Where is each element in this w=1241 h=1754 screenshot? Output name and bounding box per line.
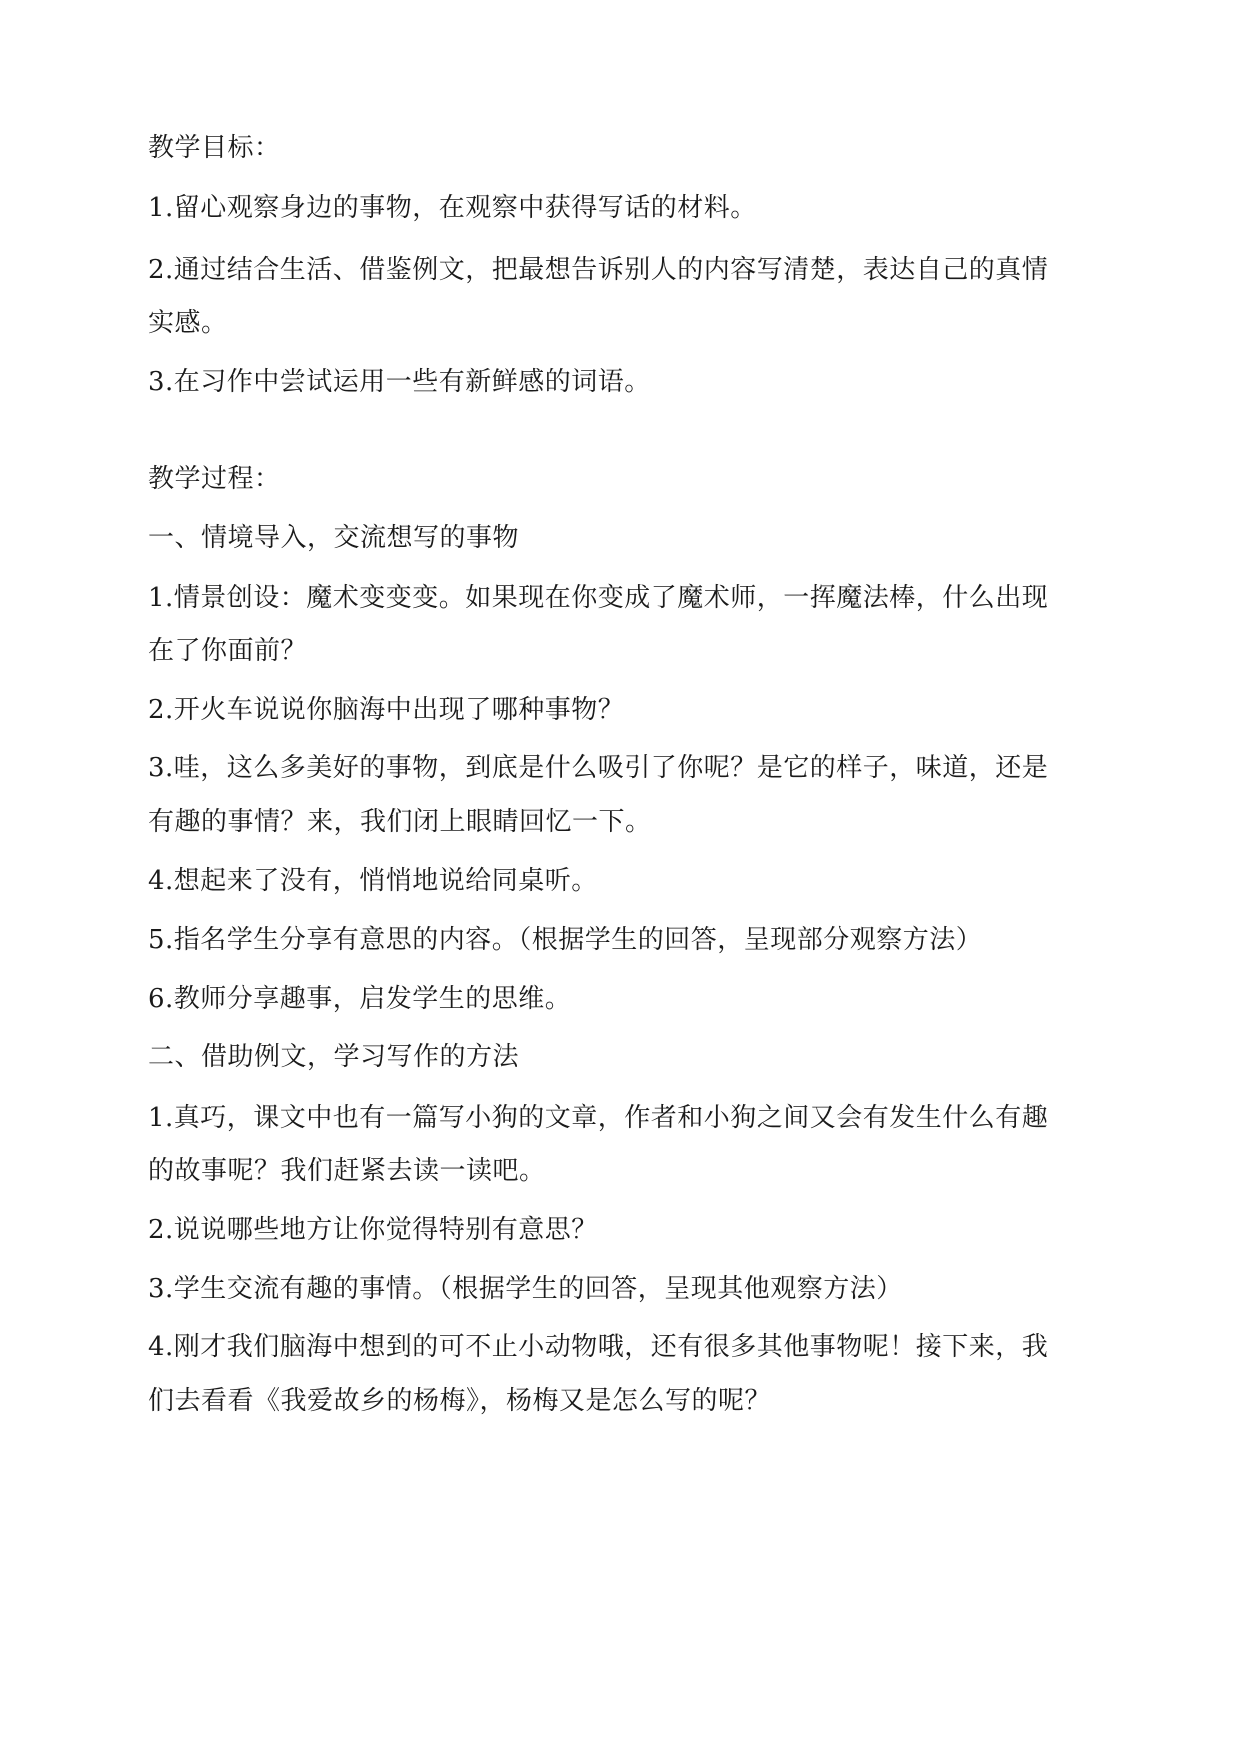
section1-item-3-line-1: 3.哇，这么多美好的事物，到底是什么吸引了你呢？是它的样子，味道，还是 <box>148 753 1049 783</box>
section1-item-6: 6.教师分享趣事，启发学生的思维。 <box>148 984 572 1014</box>
goal-3: 3.在习作中尝试运用一些有新鲜感的词语。 <box>148 367 651 397</box>
section1-item-5: 5.指名学生分享有意思的内容。（根据学生的回答，呈现部分观察方法） <box>148 925 983 955</box>
section2-item-1-line-1: 1.真巧，课文中也有一篇写小狗的文章，作者和小狗之间又会有发生什么有趣 <box>148 1103 1049 1133</box>
section2-item-3: 3.学生交流有趣的事情。（根据学生的回答，呈现其他观察方法） <box>148 1274 903 1304</box>
section1-item-1-line-1: 1.情景创设：魔术变变变。如果现在你变成了魔术师，一挥魔法棒，什么出现 <box>148 583 1049 613</box>
section2-item-4-line-2: 们去看看《我爱故乡的杨梅》，杨梅又是怎么写的呢？ <box>148 1386 772 1416</box>
section1-item-2: 2.开火车说说你脑海中出现了哪种事物？ <box>148 695 625 725</box>
section2-item-1-line-2: 的故事呢？我们赶紧去读一读吧。 <box>148 1156 546 1186</box>
goal-1: 1.留心观察身边的事物，在观察中获得写话的材料。 <box>148 193 757 223</box>
section1-heading: 一、情境导入，交流想写的事物 <box>148 523 520 553</box>
goals-heading: 教学目标： <box>148 133 281 163</box>
section2-item-2: 2.说说哪些地方让你觉得特别有意思？ <box>148 1215 598 1245</box>
process-heading: 教学过程： <box>148 464 281 494</box>
section1-item-3-line-2: 有趣的事情？来，我们闭上眼睛回忆一下。 <box>148 807 652 837</box>
section2-item-4-line-1: 4.刚才我们脑海中想到的可不止小动物哦，还有很多其他事物呢！接下来，我 <box>148 1332 1049 1362</box>
section1-item-4: 4.想起来了没有，悄悄地说给同桌听。 <box>148 866 598 896</box>
section2-heading: 二、借助例文，学习写作的方法 <box>148 1042 520 1072</box>
section1-item-1-line-2: 在了你面前？ <box>148 636 308 666</box>
goal-2-line-2: 实感。 <box>148 308 228 338</box>
goal-2-line-1: 2.通过结合生活、借鉴例文，把最想告诉别人的内容写清楚，表达自己的真情 <box>148 255 1049 285</box>
